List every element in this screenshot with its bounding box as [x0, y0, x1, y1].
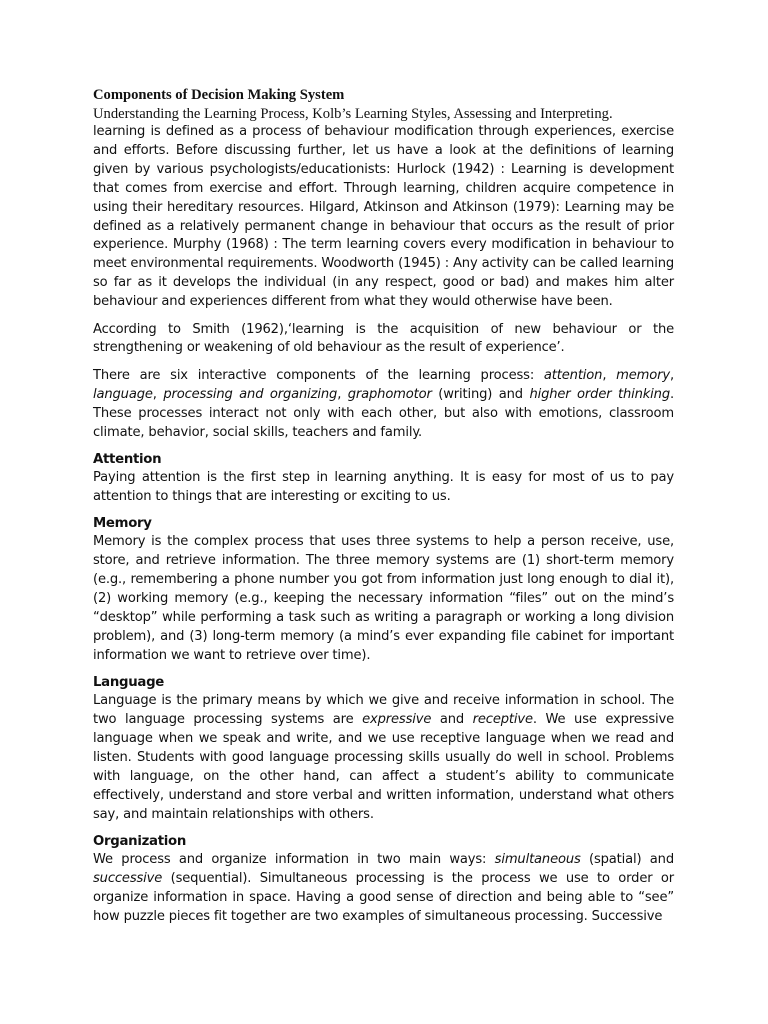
document-title: Components of Decision Making System	[93, 87, 345, 103]
organization-paragraph	[93, 851, 674, 927]
section-organization	[93, 833, 674, 927]
separator: ,	[337, 386, 348, 402]
organization-text: (spatial) and	[580, 852, 674, 867]
term-receptive: receptive	[472, 712, 533, 728]
components-text: There are six interactive components of the learning process:	[93, 367, 544, 383]
section-memory	[93, 515, 674, 665]
heading-language: Language	[93, 675, 165, 691]
language-text: Language is the primary means by which we give and receive information in school. The two language processing systems are	[93, 693, 674, 728]
separator: ,	[669, 367, 674, 383]
organization-text: (sequential). Simultaneous processing is the process we use to order or organize information in space. Having a good sense of direction and being able to “see” how puzzle pieces fit together are two examples of simultaneous processing. Successive	[93, 870, 674, 924]
memory-paragraph: Memory is the complex process that uses three systems to help a person receive, use, store, and retrieve information. The three memory systems are (1) short-term memory (e.g., remembering a phone number you got from information just long enough to dial it), (2) working memory (e.g., keeping the necessary information “files” out on the mind’s “desktop” while performing a task such as writing a paragraph or working a long division problem), and (3) long-term memory (a mind’s ever expanding file cabinet for important information we want to retrieve over time).	[93, 534, 674, 663]
component-language: language	[93, 386, 153, 402]
components-text: . These processes interact not only with each other, but also with emotions, classroom climate, behavior, social skills, teachers and family.	[93, 386, 674, 440]
component-memory: memory	[616, 367, 670, 383]
document-page	[93, 86, 674, 935]
component-graphomotor: graphomotor	[347, 386, 432, 402]
term-simultaneous: simultaneous	[494, 852, 581, 867]
intro-paragraph: learning is defined as a process of behaviour modification through experiences, exercise and efforts. Before discussing further, let us have a look at the definitions of learning given by various psychologists/educationists: Hurlock (1942) : Learning is development that comes from exercise and effort. Through learning, children acquire competence in using their hereditary resources. Hilgard, Atkinson and Atkinson (1979): Learning may be defined as a relatively permanent change in behaviour that occurs as the result of prior experience. Murphy (1968) : The term learning covers every modification in behaviour to meet environmental requirements. Woodworth (1945) : Any activity can be called learning so far as it develops the individual (in any respect, good or bad) and makes him alter behaviour and experiences different from what they would otherwise have been.	[93, 124, 675, 310]
term-expressive: expressive	[362, 712, 432, 728]
language-paragraph	[93, 692, 674, 824]
section-language	[93, 674, 674, 824]
document-subtitle: Understanding the Learning Process, Kolb’s Learning Styles, Assessing and Interpreting.	[93, 106, 613, 122]
components-paragraph	[93, 367, 674, 443]
separator: ,	[152, 386, 164, 402]
component-processing: processing and organizing	[163, 386, 338, 402]
section-attention	[93, 451, 674, 507]
heading-organization: Organization	[93, 834, 187, 849]
attention-paragraph: Paying attention is the first step in learning anything. It is easy for most of us to pay attention to things that are interesting or exciting to us.	[93, 470, 674, 504]
term-successive: successive	[93, 870, 163, 886]
language-text: . We use expressive language when we speak and write, and we use receptive language when we read and listen. Students with good language processing skills usually do well in school. Problems with language, on the other hand, can affect a student’s ability to communicate effectively, understand and store verbal and written information, understand what others say, and maintain relationships with others.	[93, 712, 674, 822]
heading-memory: Memory	[93, 516, 152, 532]
smith-paragraph: According to Smith (1962),‘learning is the acquisition of new behaviour or the strengthening or weakening of old behaviour as the result of experience’.	[93, 321, 674, 356]
components-text: (writing) and	[431, 386, 530, 402]
organization-text: We process and organize information in two main ways:	[93, 852, 495, 867]
language-text: and	[431, 712, 473, 728]
separator: ,	[602, 367, 617, 383]
component-attention: attention	[543, 367, 603, 383]
component-higher-order-thinking: higher order thinking	[529, 386, 670, 402]
heading-attention: Attention	[93, 452, 162, 467]
